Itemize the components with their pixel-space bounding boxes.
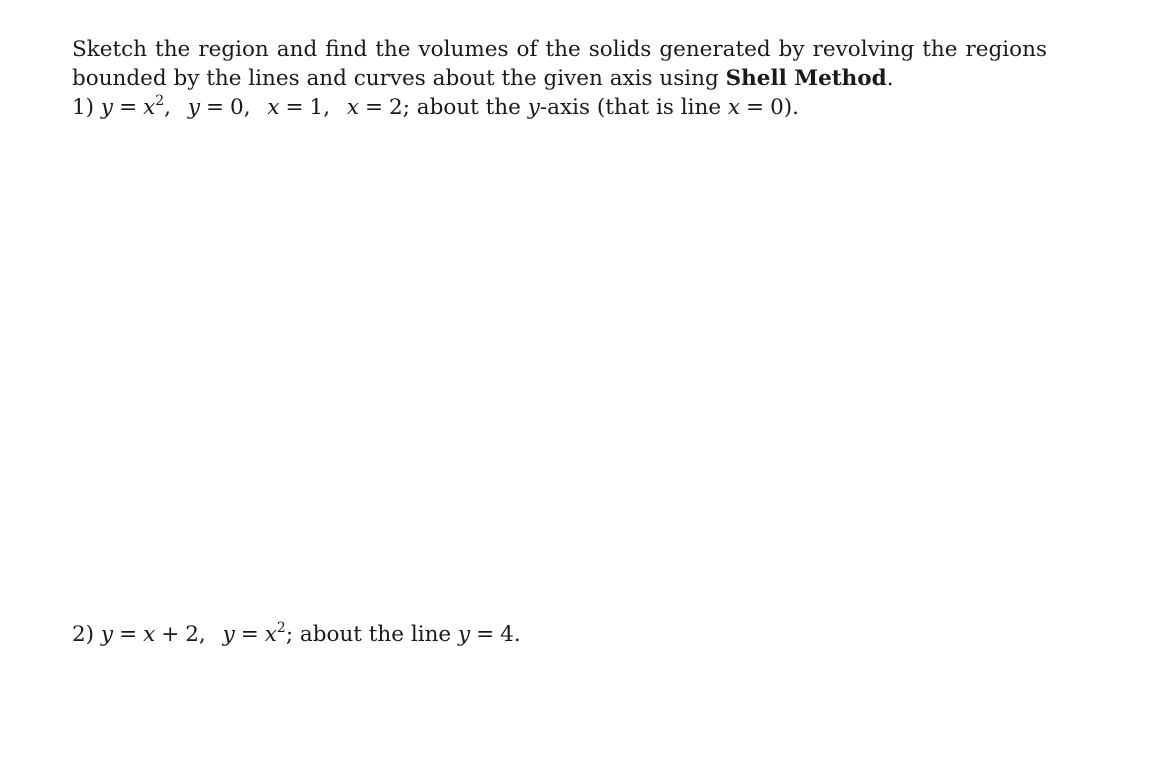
problem-1-equation-4: [347, 95, 521, 120]
math-var: x: [264, 622, 277, 647]
math-op: =: [365, 95, 384, 120]
math-var: y: [100, 622, 114, 647]
instructions-paragraph: [72, 35, 1047, 93]
math-op: =: [240, 622, 259, 647]
instructions-line-2-period: .: [886, 66, 894, 91]
math-op: =: [285, 95, 304, 120]
problem-2-number: 2): [72, 622, 95, 647]
math-op: =: [206, 95, 225, 120]
math-op: =: [476, 622, 495, 647]
math-value: 2,: [185, 622, 206, 647]
math-value: 0).: [770, 95, 799, 120]
problem-2-equation-1: [101, 622, 216, 647]
problem-1-equation-1: [101, 95, 181, 120]
math-var: y: [187, 95, 200, 120]
math-var: y: [222, 622, 235, 647]
about-text: ; about the line: [285, 622, 452, 647]
math-value: 2; about the: [389, 95, 521, 120]
problem-1-number: 1): [72, 95, 95, 120]
axis-text: -axis (that is line: [539, 95, 722, 120]
math-value: 0,: [230, 95, 251, 120]
math-var: y: [527, 95, 540, 120]
problem-1-equation-3: [267, 95, 340, 120]
instructions-line-1: Sketch the region and find the volumes of the solids generated by revolving the regions: [72, 37, 1047, 62]
instructions-line-2: [72, 64, 1047, 93]
math-exponent: 2: [276, 620, 286, 636]
math-var: x: [346, 95, 360, 120]
math-value: 4.: [500, 622, 521, 647]
problem-1-axis: [528, 95, 721, 120]
math-var: x: [727, 95, 741, 120]
math-separator: ,: [164, 95, 171, 120]
problem-1-equation-2: [188, 95, 261, 120]
math-op: =: [746, 95, 765, 120]
problem-2-equation-2: [223, 622, 452, 647]
math-exponent: 2: [155, 93, 165, 109]
math-var: y: [100, 95, 114, 120]
problem-2-equation-3: [458, 622, 521, 647]
shell-method-emphasis: Shell Method: [725, 66, 887, 91]
math-op: =: [119, 95, 138, 120]
problem-1: [72, 93, 799, 122]
math-var: x: [267, 95, 280, 120]
math-op: +: [161, 622, 180, 647]
problem-2: [72, 620, 521, 649]
math-var: y: [457, 622, 471, 647]
math-var: x: [143, 622, 156, 647]
math-var: x: [143, 95, 156, 120]
instructions-line-2-text: bounded by the lines and curves about the given axis using: [72, 66, 726, 91]
math-op: =: [119, 622, 138, 647]
problem-1-equation-5: [728, 95, 799, 120]
math-value: 1,: [309, 95, 331, 120]
